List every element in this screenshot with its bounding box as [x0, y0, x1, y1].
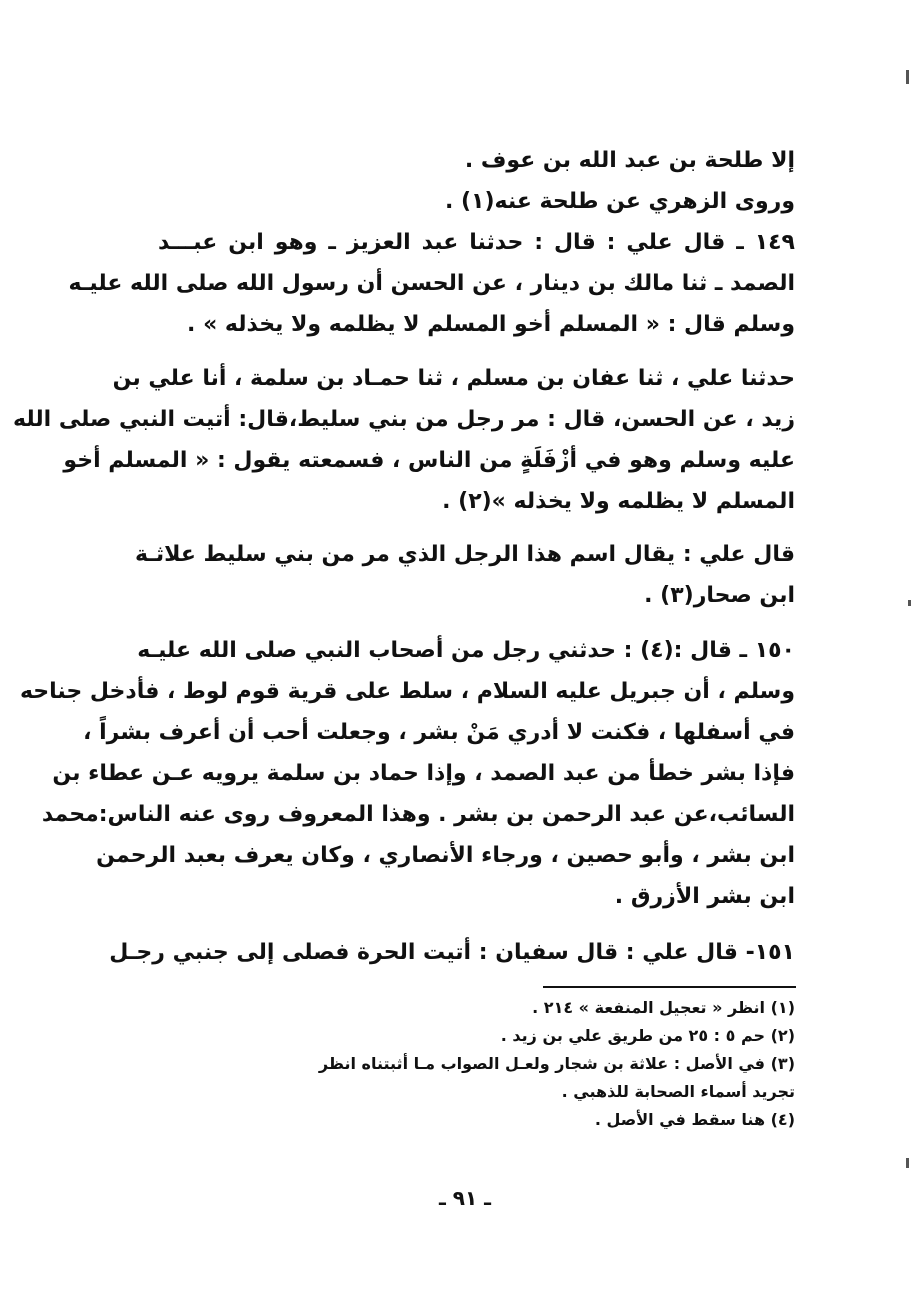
- footnote-divider: [543, 986, 796, 988]
- text-line: ١٤٩ ـ قال علي : قال : حدثنا عبد العزيز ـ وهو ابن عبـــد: [158, 230, 795, 255]
- text-line: فإذا بشر خطأ من عبد الصمد ، وإذا حماد بن سلمة يرويه عـن عطاء بن: [52, 761, 795, 786]
- paragraph-149-chain: [13, 358, 795, 522]
- text-line: وروى الزهري عن طلحة عنه(١) .: [444, 189, 795, 214]
- text-line: ابن صحار(٣) .: [644, 583, 795, 608]
- text-line: ابن بشر الأزرق .: [614, 884, 795, 909]
- footnote-3-continued: تجريد أسماء الصحابة للذهبي .: [561, 1082, 795, 1101]
- text-line: ١٥١- قال علي : قال سفيان : أتيت الحرة فصلى إلى جنبي رجـل: [109, 940, 795, 965]
- footnote-3: (٣) في الأصل : علاثة بن شجار ولعـل الصواب مـا أثبتناه انظر: [318, 1054, 795, 1073]
- text-line: ١٥٠ ـ قال :(٤) : حدثني رجل من أصحاب النبي صلى الله عليـه: [137, 638, 795, 663]
- text-line: السائب،عن عبد الرحمن بن بشر . وهذا المعروف روى عنه الناس:محمد: [41, 802, 795, 827]
- text-line: المسلم لا يظلمه ولا يخذله »(٢) .: [442, 489, 795, 514]
- footnote-4: (٤) هنا سقط في الأصل .: [594, 1110, 795, 1129]
- text-line: الصمد ـ ثنا مالك بن دينار ، عن الحسن أن رسول الله صلى الله عليـه: [68, 271, 795, 296]
- paragraph-151: [109, 932, 795, 973]
- paragraph-150: [19, 630, 795, 917]
- paragraph-ali-note: [135, 534, 795, 616]
- scan-edge-mark: [906, 1158, 909, 1168]
- text-line: زيد ، عن الحسن، قال : مر رجل من بني سليط،قال: أتيت النبي صلى الله: [13, 407, 795, 432]
- scan-edge-mark: [906, 70, 909, 84]
- text-line: إلا طلحة بن عبد الله بن عوف .: [464, 148, 795, 173]
- page-number: ـ ٩١ ـ: [438, 1186, 492, 1210]
- text-line: وسلم ، أن جبريل عليه السلام ، سلط على قرية قوم لوط ، فأدخل جناحه: [19, 679, 795, 704]
- scan-edge-mark: [908, 600, 911, 606]
- footnotes: [158, 994, 795, 1134]
- text-line: في أسفلها ، فكنت لا أدري مَنْ بشر ، وجعلت أحب أن أعرف بشراً ،: [83, 720, 795, 745]
- paragraph-147-end: [68, 140, 795, 345]
- footnote-1: (١) انظر « تعجيل المنفعة » ٢١٤ .: [532, 998, 795, 1017]
- text-line: ابن بشر ، وأبو حصين ، ورجاء الأنصاري ، وكان يعرف بعبد الرحمن: [96, 843, 795, 868]
- text-line: عليه وسلم وهو في أزْفَلَةٍ من الناس ، فسمعته يقول : « المسلم أخو: [63, 448, 795, 473]
- text-line: قال علي : يقال اسم هذا الرجل الذي مر من بني سليط علاثـة: [135, 542, 795, 567]
- footnote-2: (٢) حم ٥ : ٢٥ من طريق علي بن زيد .: [500, 1026, 795, 1045]
- text-line: حدثنا علي ، ثنا عفان بن مسلم ، ثنا حمـاد بن سلمة ، أنا علي بن: [112, 366, 795, 391]
- text-line: وسلم قال : « المسلم أخو المسلم لا يظلمه ولا يخذله » .: [187, 312, 795, 337]
